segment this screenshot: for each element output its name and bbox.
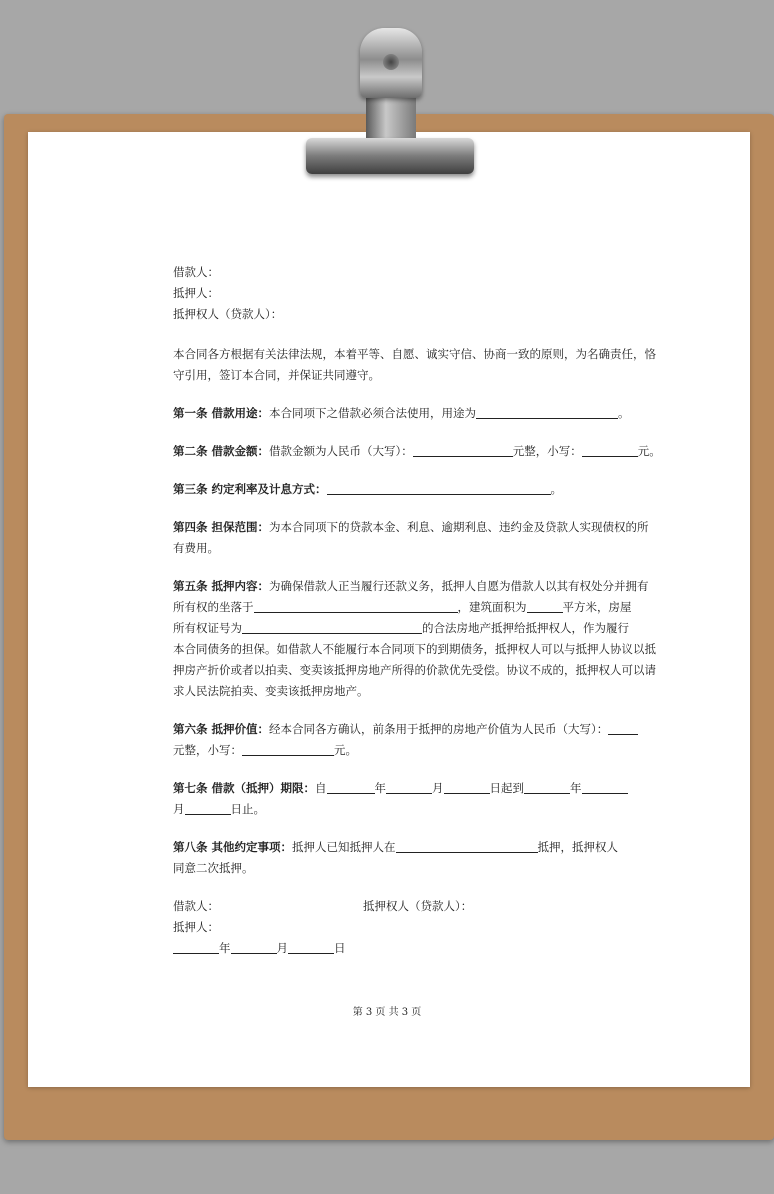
article-8-title: 第八条 其他约定事项：	[173, 840, 293, 854]
article-3-title: 第三条 约定利率及计息方式：	[173, 482, 327, 496]
preamble-line-1: 本合同各方根据有关法律法规，本着平等、自愿、诚实守信、协商一致的原则，为名确责任，恪	[173, 347, 656, 361]
start-day-blank[interactable]	[444, 779, 490, 794]
end-day-blank[interactable]	[185, 800, 231, 815]
clip-stem	[366, 92, 416, 140]
article-1: 第一条 借款用途：本合同项下之借款必须合法使用，用途为 。	[173, 406, 630, 420]
page-number: 第 3 页 共 3 页	[352, 1007, 422, 1018]
certificate-no-blank[interactable]	[242, 619, 422, 634]
sign-day-blank[interactable]	[288, 939, 334, 954]
article-2-title: 第二条 借款金额：	[173, 444, 270, 458]
value-lowercase-blank[interactable]	[242, 741, 334, 756]
signature-date: 年 月 日	[173, 938, 603, 959]
signature-mortgagee: 抵押权人（贷款人）：	[363, 899, 473, 913]
article-4-title: 第四条 担保范围：	[173, 520, 270, 534]
amount-uppercase-blank[interactable]	[413, 442, 513, 457]
article-6-title: 第六条 抵押价值：	[173, 722, 270, 736]
preamble-line-2: 守引用，签订本合同，并保证共同遵守。	[173, 368, 380, 382]
value-uppercase-blank[interactable]	[608, 720, 638, 735]
end-year-blank[interactable]	[524, 779, 570, 794]
end-month-blank-a[interactable]	[582, 779, 628, 794]
signature-mortgagor: 抵押人：	[173, 920, 219, 934]
mortgagee-label: 抵押权人（贷款人）：	[173, 307, 283, 321]
article-4: 第四条 担保范围：为本合同项下的贷款本金、利息、逾期利息、违约金及贷款人实现债权的所	[173, 520, 649, 534]
article-5-title: 第五条 抵押内容：	[173, 579, 270, 593]
clip-hole	[383, 54, 399, 70]
sign-month-blank[interactable]	[231, 939, 277, 954]
start-month-blank[interactable]	[386, 779, 432, 794]
contract-body: 借款人： 抵押人： 抵押权人（贷款人）： 本合同各方根据有关法律法规，本着平等、自愿、诚实守信、协商一致的原则，为名确责任，恪 守引用，签订本合同，并保证共同遵守。 第一条 借款用途：本合同项下之借款必须合法使用，用途为 。 第二条 借款金额：借款金额为人民币（大写）： 元整，小写： 元。 第三条 约定利率及计息方式： 。 第四条 担保范围：为本合同项下的贷款本金、利息、逾期利息、违约金及贷款人实现债权的所 有费用。 第五条 抵押内容：为确保借款人正当履行还款义务，抵押人自愿为借款人以其有权处分并拥有 所有权的坐落于 ，建筑面积为 平方米，房屋 所有权证号为 的合法房地产抵押给抵押权人，作为履行 本合同债务的担保。如借款人不能履行本合同项下的到期债务，抵押权人可以与抵押人协议以抵 押房产折价或者以拍卖、变卖该抵押房地产所得的价款优先受偿。协议不成的，抵押权人可以请 求人民法院拍卖、变卖该抵押房地产。 第六条 抵押价值：经本合同各方确认，前条用于抵押的房地产价值为人民币（大写）： 元整，小写： 元。 第七条 借款（抵押）期限：自 年 月 日起到 年 月 日止。 第八条 其他约定事项：抵押人已知抵押人在 抵押，抵押权人 同意二次抵押。 借款人： 抵押权人（贷款人）： 抵押人： 年 月 日	[173, 262, 603, 959]
sign-year-blank[interactable]	[173, 939, 219, 954]
signature-row	[173, 896, 603, 917]
location-blank[interactable]	[254, 598, 458, 613]
article-7: 第七条 借款（抵押）期限：自 年 月 日起到 年	[173, 778, 603, 799]
clip-base	[306, 138, 474, 174]
article-1-title: 第一条 借款用途：	[173, 406, 270, 420]
borrower-label: 借款人：	[173, 265, 219, 279]
article-5: 第五条 抵押内容：为确保借款人正当履行还款义务，抵押人自愿为借款人以其有权处分并拥有	[173, 579, 649, 593]
signature-borrower: 借款人：	[173, 899, 219, 913]
article-7-title: 第七条 借款（抵押）期限：	[173, 781, 316, 795]
start-year-blank[interactable]	[327, 779, 375, 794]
prior-mortgage-blank[interactable]	[396, 838, 538, 853]
area-blank[interactable]	[527, 598, 563, 613]
article-1-text: 本合同项下之借款必须合法使用，用途为	[269, 406, 477, 420]
article-8: 第八条 其他约定事项：抵押人已知抵押人在 抵押，抵押权人	[173, 840, 619, 854]
mortgagor-label: 抵押人：	[173, 286, 219, 300]
article-6: 第六条 抵押价值：经本合同各方确认，前条用于抵押的房地产价值为人民币（大写）：	[173, 719, 603, 740]
interest-blank[interactable]	[327, 480, 551, 495]
article-3: 第三条 约定利率及计息方式： 。	[173, 482, 563, 496]
amount-lowercase-blank[interactable]	[582, 442, 638, 457]
article-2: 第二条 借款金额：借款金额为人民币（大写）： 元整，小写： 元。	[173, 444, 661, 458]
purpose-blank[interactable]	[476, 404, 618, 419]
